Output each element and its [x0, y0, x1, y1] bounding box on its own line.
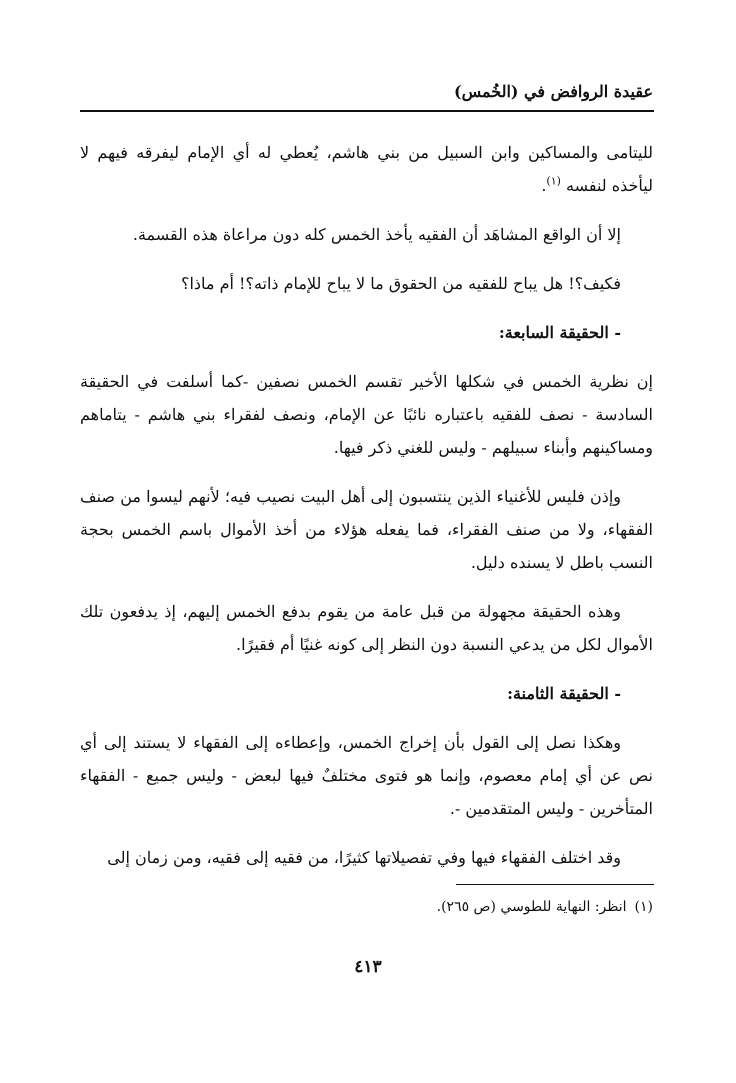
section-heading-seventh-fact: - الحقيقة السابعة: — [498, 323, 621, 342]
paragraph-5: وإذن فليس للأغنياء الذين ينتسبون إلى أهل البيت نصيب فيه؛ لأنهم ليسوا من صنف الفقهاء، ولا من صنف الفقراء، فما يفعله هؤلاء من أخذ الأموال باسم الخمس بحجة النسب باطل لا يسنده دليل. — [80, 487, 653, 572]
paragraph-1-text: لليتامى والمساكين وابن السبيل من بني هاشم، يُعطي له أي الإمام ليفرقه فيهم لا ليأخذه لنفسه — [80, 143, 653, 195]
footnote-number: (١) — [634, 899, 653, 915]
body-text — [80, 136, 653, 890]
paragraph-1 — [80, 136, 653, 202]
paragraph-1-end: . — [541, 176, 547, 195]
running-header-title: عقيدة الروافض في (الخُمس) — [454, 82, 653, 101]
footnote-reference[interactable]: (١) — [546, 174, 561, 188]
paragraph-7: وهكذا نصل إلى القول بأن إخراج الخمس، وإعطاءه إلى الفقهاء لا يستند إلى أي نص عن أي إمام معصوم، وإنما هو فتوى مختلفٌ فيها لبعض - وليس جميع - الفقهاء المتأخرين - وليس المتقدمين -. — [80, 733, 653, 818]
footnote-divider — [456, 884, 654, 885]
paragraph-3: فكيف؟! هل يباح للفقيه من الحقوق ما لا يباح للإمام ذاته؟! أم ماذا؟ — [180, 274, 621, 293]
paragraph-8: وقد اختلف الفقهاء فيها وفي تفصيلاتها كثيرًا، من فقيه إلى فقيه، ومن زمان إلى — [107, 848, 621, 867]
paragraph-4: إن نظرية الخمس في شكلها الأخير تقسم الخمس نصفين -كما أسلفت في الحقيقة السادسة - نصف للفقيه باعتباره نائبًا عن الإمام، ونصف لفقراء بني هاشم - يتاماهم ومساكينهم وأبناء سبيلهم - وليس للغني ذكر فيها. — [80, 372, 653, 457]
paragraph-2: إلا أن الواقع المشاهَد أن الفقيه يأخذ الخمس كله دون مراعاة هذه القسمة. — [132, 225, 621, 244]
page-number: ٤١٣ — [354, 957, 382, 977]
footnote-text: انظر: النهاية للطوسي (ص ٢٦٥). — [436, 899, 627, 915]
paragraph-6: وهذه الحقيقة مجهولة من قبل عامة من يقوم بدفع الخمس إليهم، إذ يدفعون تلك الأموال لكل من يدعي النسبة دون النظر إلى كونه غنيًا أم فقيرًا. — [80, 602, 653, 654]
section-heading-eighth-fact: - الحقيقة الثامنة: — [507, 684, 621, 703]
header-divider — [80, 110, 654, 112]
footnote — [437, 896, 653, 918]
